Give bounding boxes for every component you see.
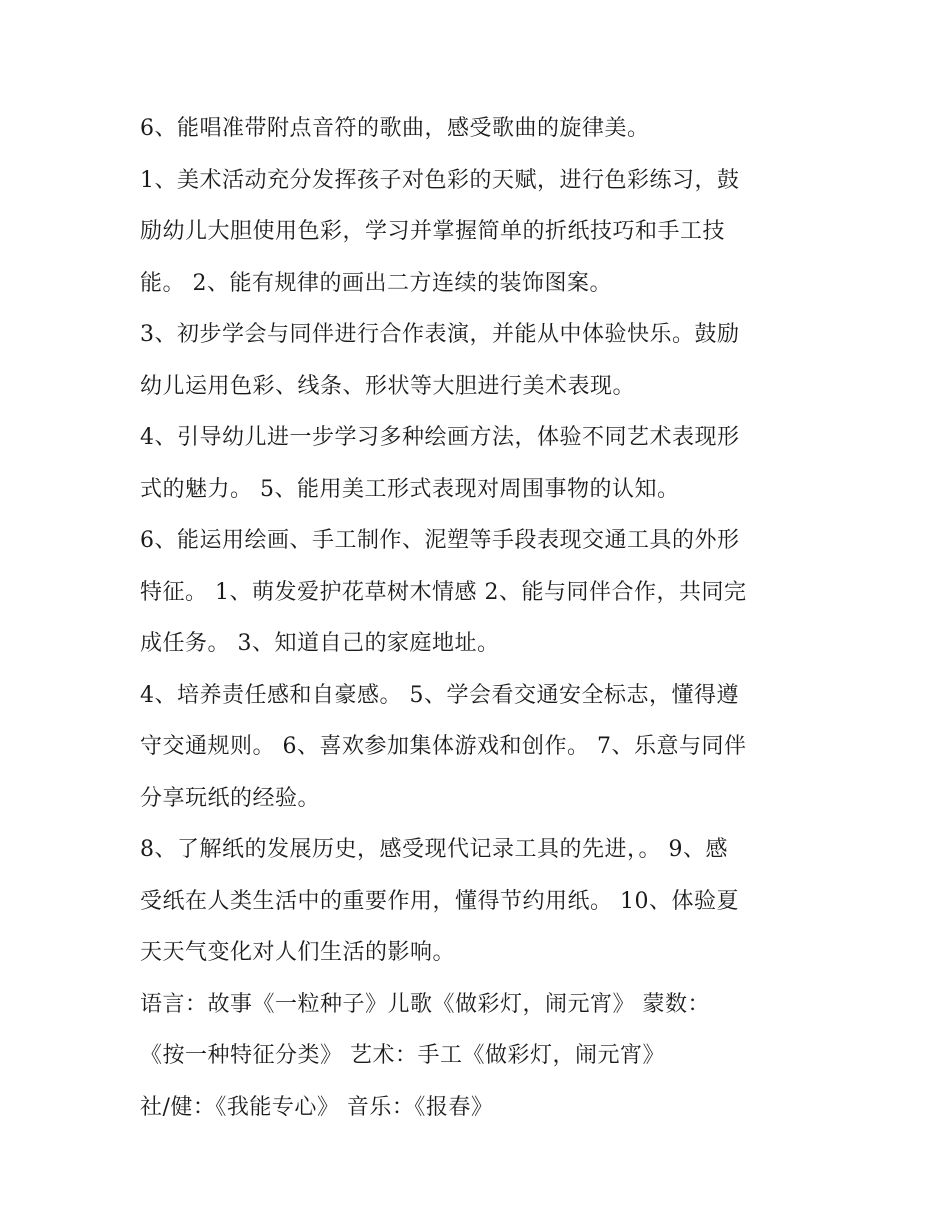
text-line: 分享玩纸的经验。 xyxy=(140,785,321,811)
text-line: 式的魅力。 5、能用美工形式表现对周围事物的认知。 xyxy=(140,476,680,502)
text-line: 特征。 1、萌发爱护花草树木情感 2、能与同伴合作，共同完 xyxy=(140,579,747,605)
text-line: 社/健：《我能专心》 音乐：《报春》 xyxy=(140,1094,494,1120)
text-line: 4、引导幼儿进一步学习多种绘画方法，体验不同艺术表现形 xyxy=(140,425,740,450)
text-line: 励幼儿大胆使用色彩，学习并掌握简单的折纸技巧和手工技 xyxy=(140,219,726,244)
text-line: 6、能运用绘画、手工制作、泥塑等手段表现交通工具的外形 xyxy=(140,528,740,553)
text-line: 3、初步学会与同伴进行合作表演，并能从中体验快乐。鼓励 xyxy=(140,322,740,347)
text-line: 受纸在人类生活中的重要作用，懂得节约用纸。 10、体验夏 xyxy=(140,888,739,914)
text-line: 守交通规则。 6、喜欢参加集体游戏和创作。 7、乐意与同伴 xyxy=(140,734,747,759)
text-line: 天天气变化对人们生活的影响。 xyxy=(140,940,456,965)
text-line: 能。 2、能有规律的画出二方连续的装饰图案。 xyxy=(140,270,612,296)
text-line: 8、了解纸的发展历史，感受现代记录工具的先进，。 9、感 xyxy=(140,837,728,862)
text-line: 语言：故事《一粒种子》儿歌《做彩灯，闹元宵》 蒙数： xyxy=(140,991,710,1017)
text-line: 《按一种特征分类》 艺术：手工《做彩灯，闹元宵》 xyxy=(140,1043,665,1068)
text-line: 6、能唱准带附点音符的歌曲，感受歌曲的旋律美。 xyxy=(140,116,650,141)
text-line: 4、培养责任感和自豪感。 5、学会看交通安全标志，懂得遵 xyxy=(140,682,739,708)
document-body xyxy=(140,103,810,1133)
text-line: 幼儿运用色彩、线条、形状等大胆进行美术表现。 xyxy=(140,373,636,399)
text-line: 成任务。 3、知道自己的家庭地址。 xyxy=(140,631,500,656)
text-line: 1、美术活动充分发挥孩子对色彩的天赋，进行色彩练习，鼓 xyxy=(140,167,740,193)
